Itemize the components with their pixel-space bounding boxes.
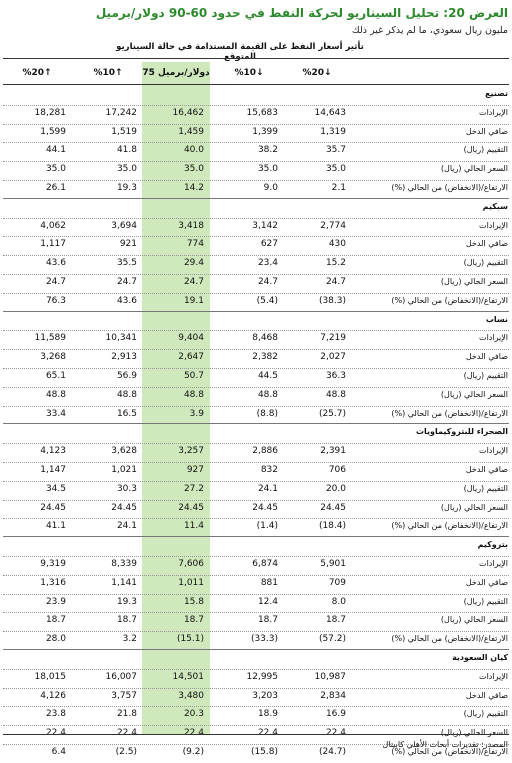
table-cell: 22.4: [257, 728, 278, 739]
table-cell: 20.0: [325, 483, 346, 494]
table-cell: 3.9: [189, 408, 204, 419]
table-bottom-rule: [3, 734, 509, 735]
table-row: [0, 124, 512, 143]
table-cell: 927: [186, 465, 204, 475]
table-cell: 9,319: [40, 559, 66, 569]
table-cell: 24.7: [116, 277, 137, 287]
table-cell: 23.4: [257, 258, 278, 269]
table-cell: 430: [328, 239, 346, 250]
table-cell: 18,015: [34, 671, 66, 682]
table-row: [0, 631, 512, 650]
section-name: الصحراء للبتروكيماويات: [415, 427, 508, 437]
table-row: [0, 105, 512, 124]
table-cell: 11.4: [183, 521, 204, 532]
section-name: تصنيع: [485, 89, 508, 98]
table-cell: 11,589: [34, 333, 66, 344]
table-row: [0, 349, 512, 368]
row-label: السعر الحالي (ريال): [440, 389, 508, 399]
table-cell: 3,257: [178, 446, 204, 457]
row-label: التقييم (ريال): [463, 596, 508, 606]
row-label: السعر الحالي (ريال): [440, 502, 508, 512]
table-cell: 24.7: [257, 277, 278, 287]
table-cell: 65.1: [45, 371, 66, 381]
table-cell: 24.7: [325, 277, 346, 287]
table-cell: 29.4: [183, 258, 204, 269]
row-label: الارتفاع/(الانخفاض) من الحالي (%): [391, 295, 508, 305]
table-cell: 2,391: [320, 446, 346, 457]
table-cell: 15.8: [183, 596, 204, 607]
row-label: صافي الدخل: [465, 465, 508, 474]
row-label: التقييم (ريال): [463, 145, 508, 155]
table-cell: 832: [260, 465, 278, 475]
row-label: الارتفاع/(الانخفاض) من الحالي (%): [391, 747, 508, 756]
table-cell: 18.7: [325, 615, 346, 626]
section-name: كيان السعودية: [452, 653, 508, 662]
col-header-down20: %20↓: [302, 68, 332, 78]
table-cell: 48.8: [183, 389, 204, 400]
table-cell: (18.4): [318, 521, 346, 532]
col-header-down10: %10↓: [234, 68, 264, 78]
table-cell: 6.4: [51, 747, 66, 757]
table-cell: 2,886: [252, 446, 278, 457]
row-label: التقييم (ريال): [463, 483, 508, 493]
table-cell: (9.2): [182, 747, 204, 757]
table-cell: 44.1: [45, 145, 66, 156]
table-cell: (15.1): [176, 634, 204, 645]
table-row: [0, 594, 512, 613]
row-label: صافي الدخل: [465, 352, 508, 362]
table-cell: 4,062: [40, 220, 66, 231]
table-row: [0, 669, 512, 688]
section-header: [0, 650, 512, 669]
table-cell: 9,404: [178, 333, 204, 344]
table-cell: 24.7: [183, 277, 204, 287]
table-row: [0, 387, 512, 406]
row-label: صافي الدخل: [465, 577, 508, 587]
table-cell: 16,007: [105, 671, 137, 682]
table-cell: 38.2: [257, 145, 278, 156]
table-cell: 3,628: [111, 446, 137, 457]
table-cell: 16,462: [172, 107, 204, 118]
table-row: [0, 706, 512, 725]
table-cell: 23.8: [45, 709, 66, 720]
table-cell: 3,694: [111, 220, 137, 231]
table-cell: 10,987: [314, 671, 346, 682]
table-top-rule: [3, 58, 509, 59]
table-row: [0, 330, 512, 349]
table-cell: 19.1: [183, 295, 204, 306]
table-cell: 7,606: [178, 559, 204, 569]
table-cell: 3,757: [111, 690, 137, 701]
table-cell: 1,319: [320, 126, 346, 137]
table-cell: 43.6: [116, 295, 137, 306]
table-cell: 706: [328, 465, 346, 475]
table-cell: 18,281: [34, 107, 66, 118]
table-cell: 17,242: [105, 107, 137, 118]
table-row: [0, 293, 512, 312]
table-cell: 18.7: [257, 615, 278, 626]
table-row: [0, 255, 512, 274]
table-cell: (1.4): [256, 521, 278, 532]
table-cell: 35.0: [257, 164, 278, 175]
table-row: [0, 180, 512, 199]
table-cell: 24.45: [178, 502, 204, 513]
table-cell: 1,459: [178, 126, 204, 137]
table-cell: (24.7): [318, 747, 346, 757]
table-cell: 2,834: [320, 690, 346, 701]
table-cell: 881: [260, 577, 278, 588]
section-header: [0, 424, 512, 443]
row-label: الارتفاع/(الانخفاض) من الحالي (%): [391, 183, 508, 192]
row-label: الإيرادات: [479, 671, 508, 681]
table-cell: 76.3: [45, 295, 66, 306]
table-cell: 24.45: [40, 502, 66, 513]
table-row: [0, 443, 512, 462]
table-cell: 19.3: [116, 596, 137, 607]
row-label: السعر الحالي (ريال): [440, 728, 508, 738]
row-label: صافي الدخل: [465, 690, 508, 700]
table-cell: 18.7: [116, 615, 137, 626]
table-cell: (33.3): [250, 634, 278, 645]
row-label: صافي الدخل: [465, 239, 508, 249]
table-caption: تأثير أسعار النفط على القيمة المستدامة في حالة السيناريو المتوقع: [116, 42, 364, 62]
table-cell: (38.3): [318, 295, 346, 306]
table-cell: (25.7): [318, 408, 346, 419]
table-row: [0, 274, 512, 293]
source-note: المصدر: تقديرات أبحاث الأهلي كابيتال: [382, 740, 508, 749]
table-cell: 18.7: [45, 615, 66, 626]
table-cell: 43.6: [45, 258, 66, 269]
row-label: الإيرادات: [479, 107, 508, 117]
table-row: [0, 518, 512, 537]
table-cell: 24.45: [111, 502, 137, 513]
table-row: [0, 368, 512, 387]
table-cell: 24.1: [257, 483, 278, 494]
section-name: سبكيم: [482, 201, 508, 211]
row-label: السعر الحالي (ريال): [440, 164, 508, 174]
table-cell: 48.8: [45, 389, 66, 400]
table-cell: 1,147: [40, 465, 66, 475]
table-cell: 3,203: [252, 690, 278, 701]
table-cell: 921: [119, 239, 137, 250]
table-cell: 16.5: [116, 408, 137, 419]
table-cell: 22.4: [325, 728, 346, 739]
col-header-up20: %20↑: [22, 68, 52, 78]
table-cell: 30.3: [116, 483, 137, 494]
table-cell: 24.7: [45, 277, 66, 287]
units-note: مليون ريال سعودي، ما لم يذكر غير ذلك: [351, 25, 508, 36]
table-row: [0, 462, 512, 481]
table-cell: 2,647: [178, 352, 204, 363]
table-cell: 22.4: [116, 728, 137, 739]
table-cell: 28.0: [45, 634, 66, 645]
page-title: العرض 20: تحليل السيناريو لحركة النفط في حدود 60-90 دولار/برميل: [95, 6, 508, 20]
table-cell: 24.45: [320, 502, 346, 513]
table-cell: 2.1: [331, 183, 346, 193]
table-row: [0, 142, 512, 161]
table-cell: 18.7: [183, 615, 204, 626]
table-cell: 3,142: [252, 220, 278, 231]
table-cell: 35.0: [116, 164, 137, 175]
table-cell: 44.5: [257, 371, 278, 381]
table-row: [0, 556, 512, 575]
table-cell: 4,126: [40, 690, 66, 701]
table-row: [0, 612, 512, 631]
table-cell: 8.0: [331, 596, 346, 607]
table-cell: 22.4: [45, 728, 66, 739]
table-cell: 19.3: [116, 183, 137, 193]
table-cell: 12,995: [246, 671, 278, 682]
table-cell: 774: [186, 239, 204, 250]
row-label: الارتفاع/(الانخفاض) من الحالي (%): [391, 408, 508, 418]
table-cell: 26.1: [45, 183, 66, 193]
table-cell: 40.0: [183, 145, 204, 156]
table-cell: 27.2: [183, 483, 204, 494]
table-cell: 1,399: [252, 126, 278, 137]
table-cell: 2,027: [320, 352, 346, 363]
table-cell: 3.2: [122, 634, 137, 645]
table-cell: 2,913: [111, 352, 137, 363]
table-row: [0, 161, 512, 180]
table-row: [0, 500, 512, 519]
row-label: الإيرادات: [479, 559, 508, 568]
table-cell: 24.1: [116, 521, 137, 532]
table-cell: 1,021: [111, 465, 137, 475]
table-cell: 35.5: [116, 258, 137, 269]
row-label: الارتفاع/(الانخفاض) من الحالي (%): [391, 521, 508, 531]
table-cell: 1,599: [40, 126, 66, 137]
table-cell: 48.8: [257, 389, 278, 400]
table-cell: 3,268: [40, 352, 66, 363]
col-header-base: 75 دولار/برميل: [142, 68, 210, 78]
table-cell: (2.5): [115, 747, 137, 757]
table-row: [0, 406, 512, 425]
table-cell: 6,874: [252, 559, 278, 569]
table-cell: (57.2): [318, 634, 346, 645]
table-cell: 15.2: [325, 258, 346, 269]
table-cell: 48.8: [116, 389, 137, 400]
table-cell: 22.4: [183, 728, 204, 739]
table-cell: 2,382: [252, 352, 278, 363]
row-label: صافي الدخل: [465, 126, 508, 136]
table-cell: 34.5: [45, 483, 66, 494]
table-cell: 14,501: [172, 671, 204, 682]
table-cell: 3,418: [178, 220, 204, 231]
table-cell: 2,774: [320, 220, 346, 231]
table-cell: 35.0: [325, 164, 346, 175]
table-cell: 3,480: [178, 690, 204, 701]
table-cell: 18.9: [257, 709, 278, 720]
section-name: نساب: [485, 314, 508, 324]
table-cell: 10,341: [105, 333, 137, 344]
table-cell: 41.1: [45, 521, 66, 532]
table-cell: 627: [260, 239, 278, 250]
table-cell: 21.8: [116, 709, 137, 720]
section-name: بتروكيم: [477, 540, 508, 550]
row-label: التقييم (ريال): [463, 371, 508, 380]
row-label: السعر الحالي (ريال): [440, 277, 508, 286]
table-cell: 36.3: [325, 371, 346, 381]
table-cell: 20.3: [183, 709, 204, 720]
table-row: [0, 236, 512, 255]
row-label: الإيرادات: [479, 220, 508, 230]
table-cell: 709: [328, 577, 346, 588]
col-header-up10: %10↑: [93, 68, 123, 78]
section-header: [0, 86, 512, 105]
table-cell: 12.4: [257, 596, 278, 607]
table-cell: 5,901: [320, 559, 346, 569]
table-cell: 15,683: [246, 107, 278, 118]
table-cell: 1,011: [178, 577, 204, 588]
table-cell: 1,316: [40, 577, 66, 588]
table-cell: 50.7: [183, 371, 204, 381]
table-cell: 9.0: [263, 183, 278, 193]
row-label: التقييم (ريال): [463, 709, 508, 719]
table-cell: 33.4: [45, 408, 66, 419]
table-cell: 35.0: [45, 164, 66, 175]
table-cell: 1,141: [111, 577, 137, 588]
table-row: [0, 481, 512, 500]
table-cell: 1,519: [111, 126, 137, 137]
table-cell: 56.9: [116, 371, 137, 381]
table-cell: (15.8): [250, 747, 278, 757]
row-label: الإيرادات: [479, 446, 508, 456]
row-label: الارتفاع/(الانخفاض) من الحالي (%): [391, 634, 508, 644]
section-header: [0, 199, 512, 218]
table-cell: 14.2: [183, 183, 204, 193]
section-header: [0, 312, 512, 331]
table-cell: 7,219: [320, 333, 346, 344]
table-cell: 16.9: [325, 709, 346, 720]
table-cell: 48.8: [325, 389, 346, 400]
table-cell: (8.8): [256, 408, 278, 419]
row-label: التقييم (ريال): [463, 258, 508, 268]
row-label: الإيرادات: [479, 333, 508, 343]
table-row: [0, 575, 512, 594]
table-cell: 24.45: [252, 502, 278, 513]
table-cell: 4,123: [40, 446, 66, 457]
header-bottom-rule: [3, 84, 509, 85]
table-row: [0, 688, 512, 707]
table-cell: 35.7: [325, 145, 346, 156]
table-cell: (5.4): [256, 295, 278, 306]
table-cell: 41.8: [116, 145, 137, 156]
table-cell: 8,468: [252, 333, 278, 344]
table-cell: 35.0: [183, 164, 204, 175]
table-cell: 1,117: [40, 239, 66, 250]
table-cell: 14,643: [314, 107, 346, 118]
section-header: [0, 537, 512, 556]
table-cell: 8,339: [111, 559, 137, 569]
table-cell: 23.9: [45, 596, 66, 607]
row-label: السعر الحالي (ريال): [440, 615, 508, 625]
table-row: [0, 218, 512, 237]
